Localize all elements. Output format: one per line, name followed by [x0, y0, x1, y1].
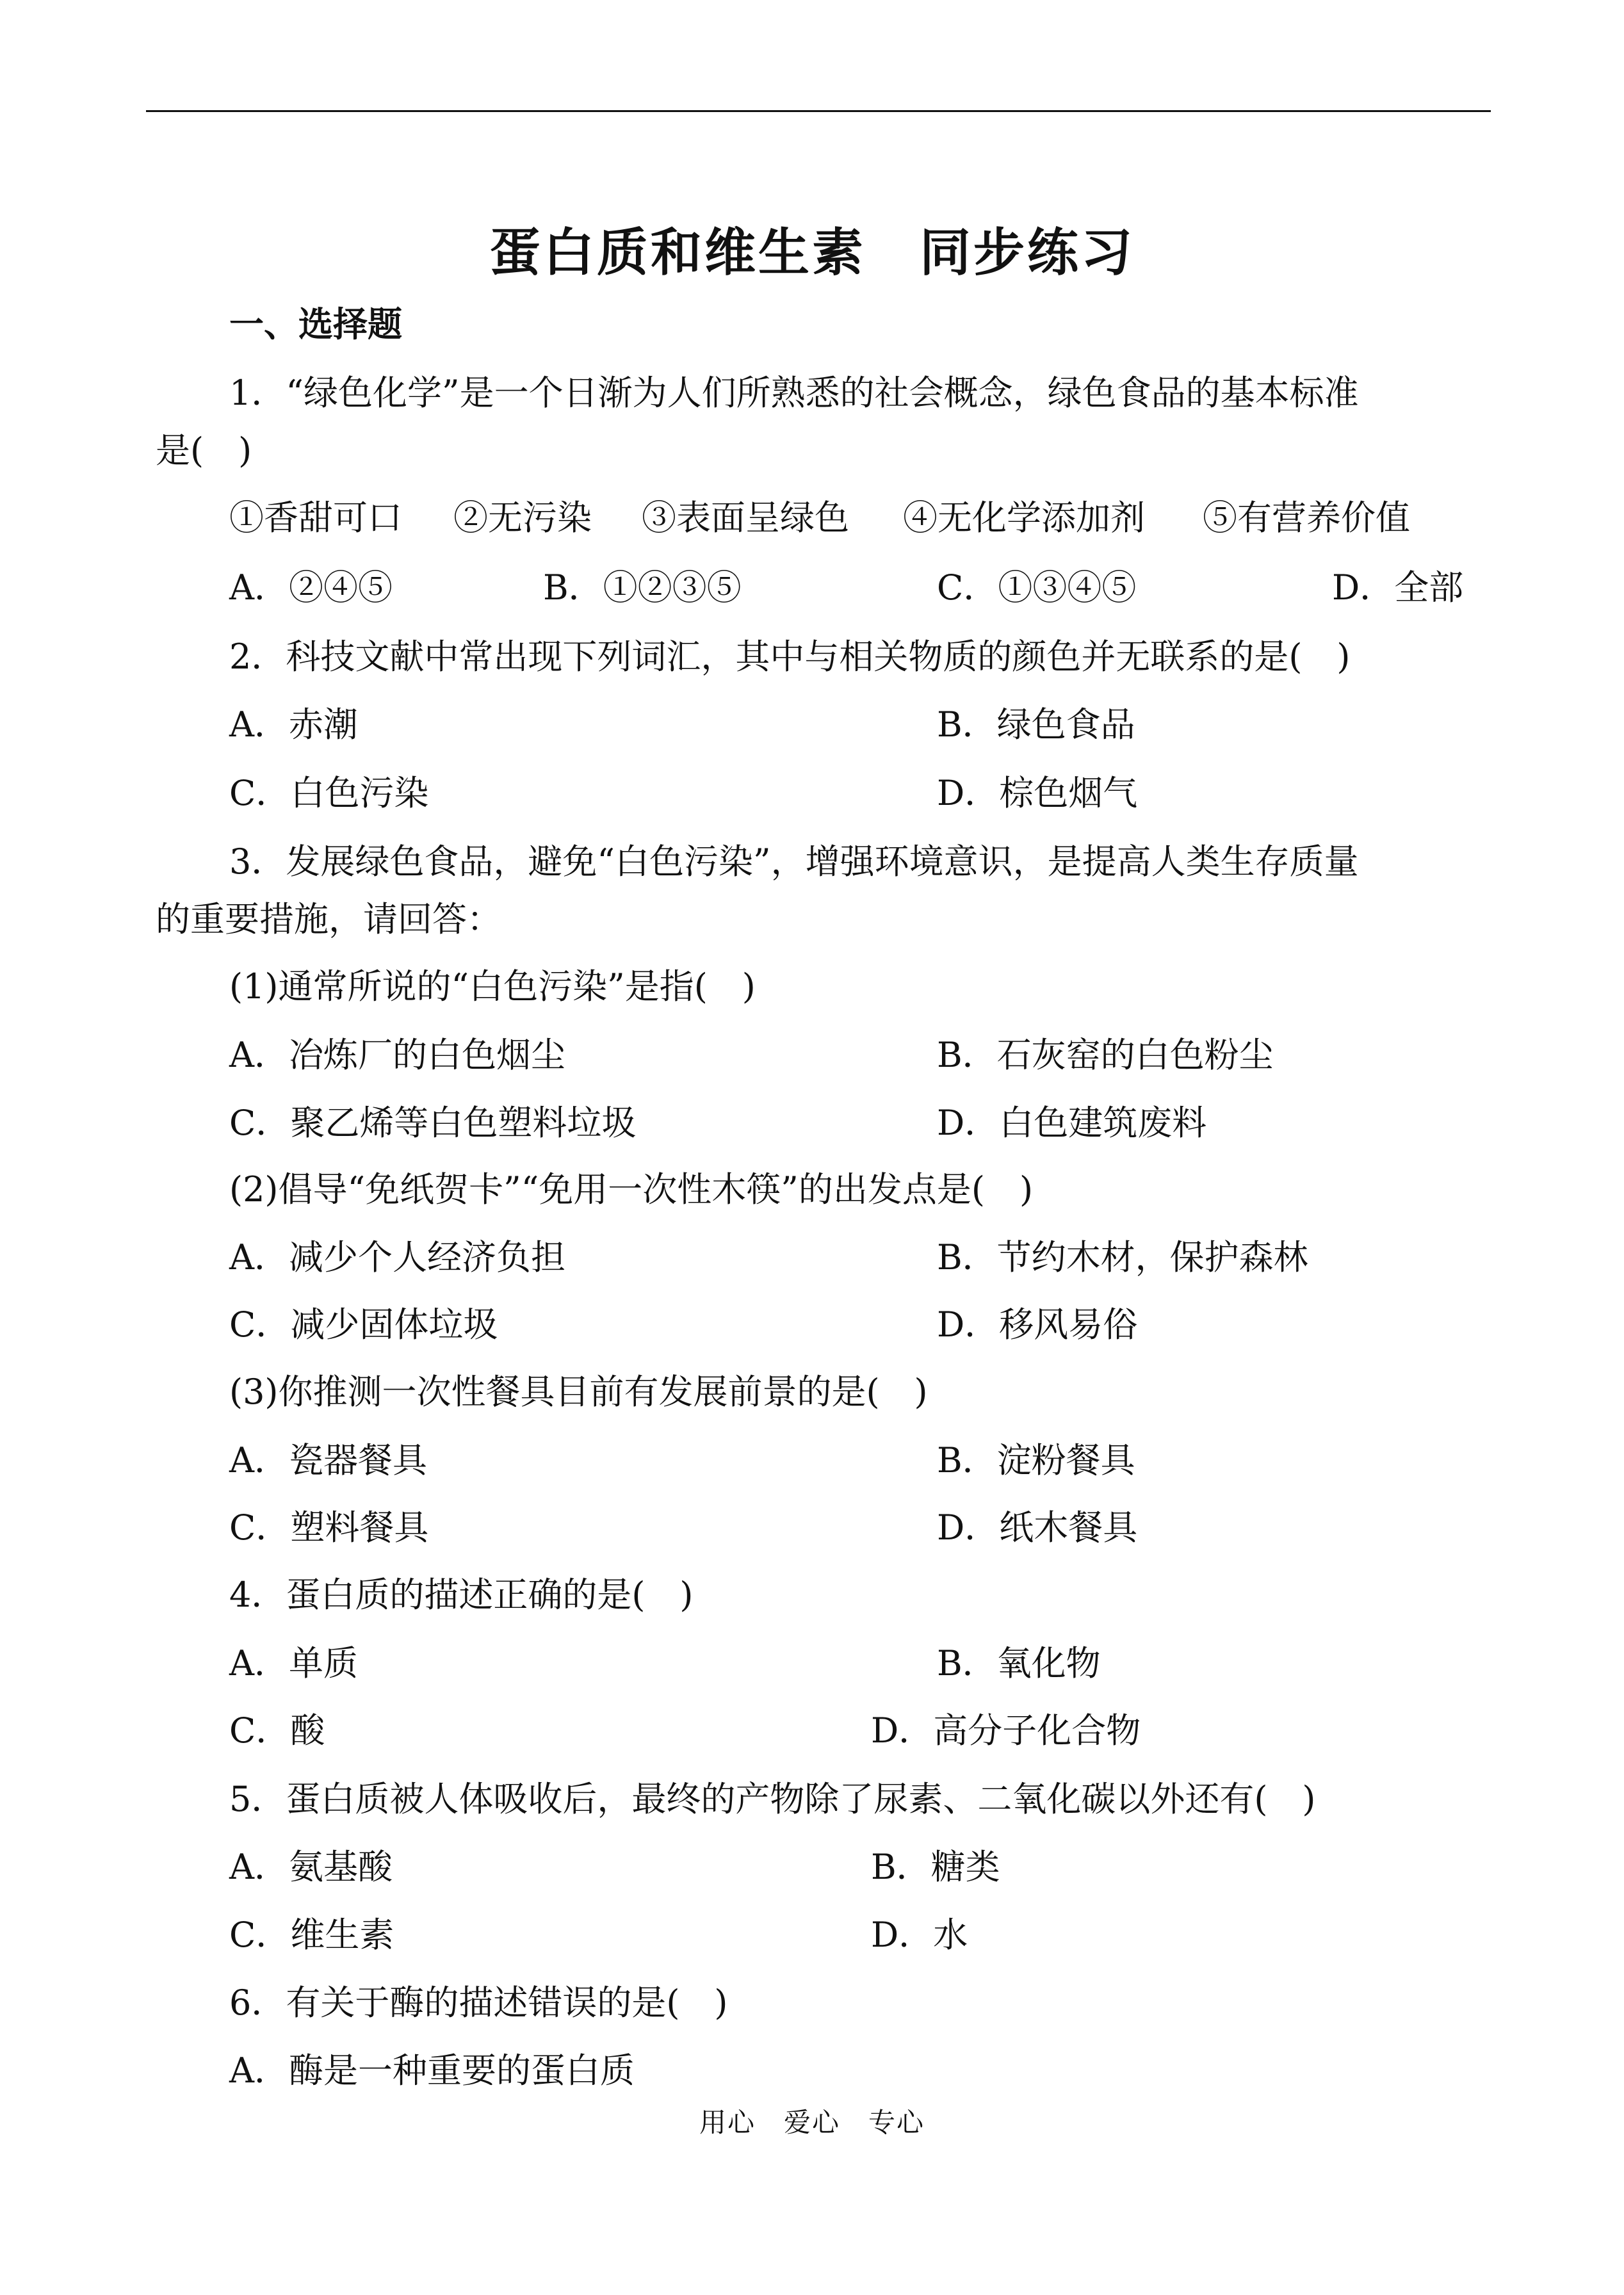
q3-sub3-option-c: C．塑料餐具	[229, 1507, 429, 1548]
question-6-stem: 6．有关于酶的描述错误的是( )	[229, 1983, 728, 2023]
q2-option-a: A．赤潮	[229, 704, 358, 745]
q3-sub3-stem: (3)你推测一次性餐具目前有发展前景的是( )	[229, 1372, 928, 1412]
header-rule	[146, 110, 1491, 112]
q5-option-d: D．水	[871, 1915, 968, 1955]
q1-option-b: B．①②③⑤	[543, 567, 742, 608]
q4-option-b: B．氧化物	[937, 1643, 1101, 1683]
q4-option-a: A．单质	[229, 1643, 358, 1683]
q3-sub2-option-d: D．移风易俗	[937, 1304, 1138, 1345]
question-1-stem: 1．“绿色化学”是一个日渐为人们所熟悉的社会概念，绿色食品的基本标准	[229, 373, 1359, 413]
q3-sub3-option-d: D．纸木餐具	[937, 1507, 1138, 1548]
question-3-stem: 3．发展绿色食品，避免“白色污染”，增强环境意识，是提高人类生存质量	[229, 841, 1359, 882]
q6-option-a: A．酶是一种重要的蛋白质	[229, 2050, 635, 2091]
question-2-stem: 2．科技文献中常出现下列词汇，其中与相关物质的颜色并无联系的是( )	[229, 637, 1351, 677]
q4-option-c: C．酸	[229, 1710, 325, 1751]
question-5-stem: 5．蛋白质被人体吸收后，最终的产物除了尿素、二氧化碳以外还有( )	[229, 1779, 1316, 1819]
section-heading: 一、选择题	[229, 304, 402, 345]
q3-sub1-option-b: B．石灰窑的白色粉尘	[937, 1035, 1274, 1075]
q5-option-c: C．维生素	[229, 1915, 394, 1955]
q2-option-c: C．白色污染	[229, 773, 429, 813]
q2-option-b: B．绿色食品	[937, 704, 1135, 745]
q1-item-2: ②无污染	[453, 498, 592, 538]
q2-option-d: D．棕色烟气	[937, 773, 1138, 813]
q3-sub2-stem: (2)倡导“免纸贺卡”“免用一次性木筷”的出发点是( )	[229, 1169, 1034, 1210]
page-title: 蛋白质和维生素 同步练习	[489, 222, 1135, 282]
q1-option-c: C．①③④⑤	[937, 567, 1137, 608]
q3-sub3-option-b: B．淀粉餐具	[937, 1440, 1135, 1480]
q1-item-5: ⑤有营养价值	[1203, 498, 1410, 538]
q1-item-3: ③表面呈绿色	[642, 498, 849, 538]
q5-option-a: A．氨基酸	[229, 1847, 393, 1887]
q3-sub1-stem: (1)通常所说的“白色污染”是指( )	[229, 966, 756, 1007]
q5-option-b: B．糖类	[871, 1847, 1000, 1887]
q3-sub2-option-c: C．减少固体垃圾	[229, 1304, 498, 1345]
question-3-stem-cont: 的重要措施，请回答：	[156, 899, 501, 939]
q3-sub2-option-a: A．减少个人经济负担	[229, 1237, 565, 1277]
q1-item-4: ④无化学添加剂	[903, 498, 1145, 538]
q3-sub1-option-a: A．冶炼厂的白色烟尘	[229, 1035, 565, 1075]
q4-option-d: D．高分子化合物	[871, 1710, 1141, 1751]
q1-option-d: D．全部	[1332, 567, 1464, 608]
question-4-stem: 4．蛋白质的描述正确的是( )	[229, 1575, 694, 1615]
q3-sub2-option-b: B．节约木材，保护森林	[937, 1237, 1308, 1277]
question-1-stem-cont: 是( )	[156, 430, 252, 471]
q3-sub1-option-c: C．聚乙烯等白色塑料垃圾	[229, 1103, 637, 1143]
q1-item-1: ①香甜可口	[229, 498, 402, 538]
q1-option-a: A．②④⑤	[229, 567, 393, 608]
page-footer: 用心 爱心 专心	[699, 2107, 925, 2138]
q3-sub3-option-a: A．瓷器餐具	[229, 1440, 427, 1480]
q3-sub1-option-d: D．白色建筑废料	[937, 1103, 1207, 1143]
